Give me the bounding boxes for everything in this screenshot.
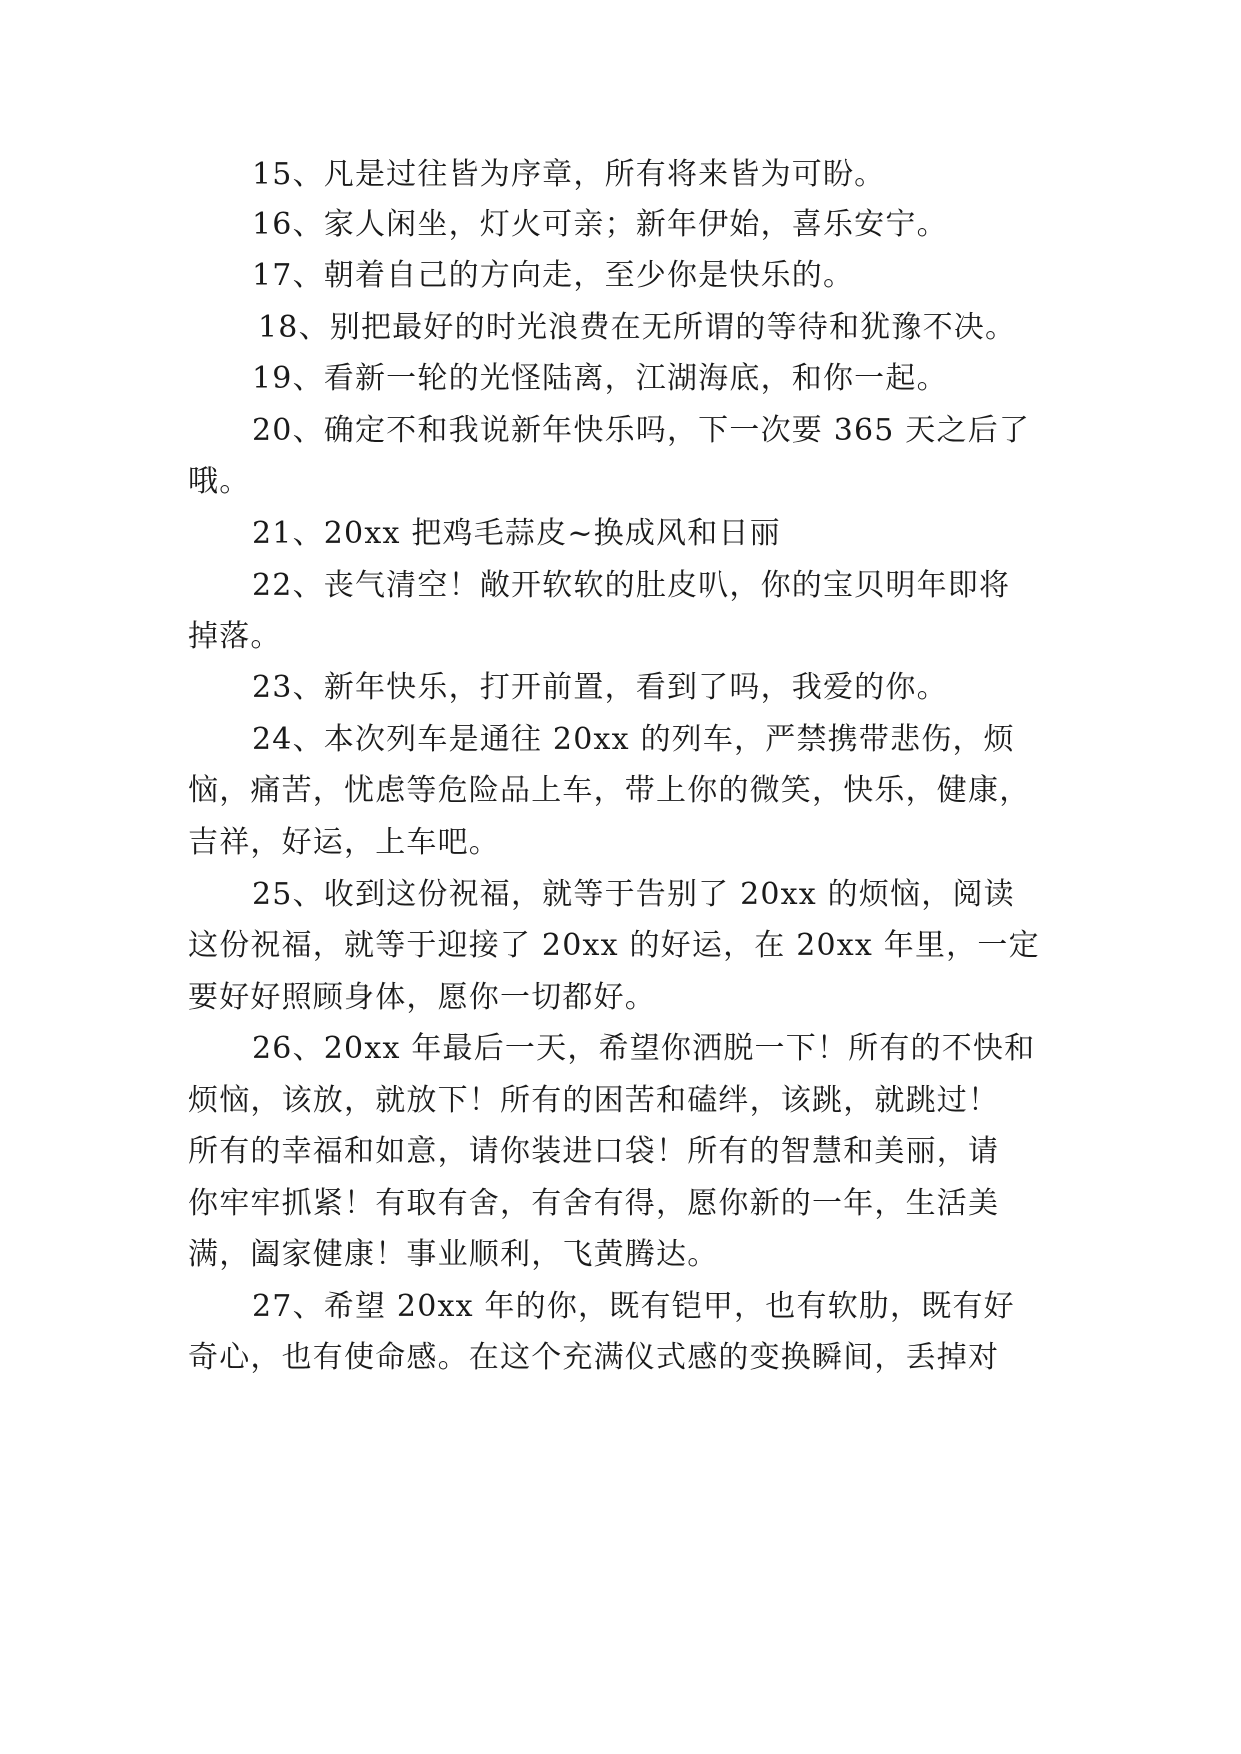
text-line: 要好好照顾身体，愿你一切都好。 (188, 980, 656, 1015)
text-line: 17、朝着自己的方向走，至少你是快乐的。 (252, 258, 855, 293)
text-line: 哦。 (188, 464, 251, 499)
text-line: 27、希望 20xx 年的你，既有铠甲，也有软肋，既有好 (252, 1289, 1015, 1324)
text-line: 26、20xx 年最后一天，希望你洒脱一下！所有的不快和 (252, 1031, 1036, 1066)
text-line: 奇心，也有使命感。在这个充满仪式感的变换瞬间，丢掉对 (188, 1340, 1000, 1375)
text-line: 吉祥，好运，上车吧。 (188, 825, 500, 860)
text-line: 所有的幸福和如意，请你装进口袋！所有的智慧和美丽，请 (188, 1134, 1000, 1169)
text-line: 18、别把最好的时光浪费在无所谓的等待和犹豫不决。 (258, 310, 1017, 345)
text-line: 23、新年快乐，打开前置，看到了吗，我爱的你。 (252, 670, 948, 705)
text-line: 满，阖家健康！事业顺利，飞黄腾达。 (188, 1237, 719, 1272)
text-line: 15、凡是过往皆为序章，所有将来皆为可盼。 (252, 157, 886, 192)
text-line: 20、确定不和我说新年快乐吗，下一次要 365 天之后了 (252, 413, 1031, 448)
text-line: 21、20xx 把鸡毛蒜皮~换成风和日丽 (252, 516, 781, 551)
text-line: 19、看新一轮的光怪陆离，江湖海底，和你一起。 (252, 361, 948, 396)
text-line: 16、家人闲坐，灯火可亲；新年伊始，喜乐安宁。 (252, 207, 948, 242)
text-line: 25、收到这份祝福，就等于告别了 20xx 的烦恼，阅读 (252, 877, 1015, 912)
text-line: 掉落。 (188, 619, 282, 654)
text-line: 你牢牢抓紧！有取有舍，有舍有得，愿你新的一年，生活美 (188, 1186, 1000, 1221)
text-line: 这份祝福，就等于迎接了 20xx 的好运，在 20xx 年里，一定 (188, 928, 1040, 963)
text-line: 恼，痛苦，忧虑等危险品上车，带上你的微笑，快乐，健康， (188, 773, 1031, 808)
text-line: 24、本次列车是通往 20xx 的列车，严禁携带悲伤，烦 (252, 722, 1015, 757)
text-line: 22、丧气清空！敞开软软的肚皮叭，你的宝贝明年即将 (252, 568, 1011, 603)
text-line: 烦恼，该放，就放下！所有的困苦和磕绊，该跳，就跳过！ (188, 1083, 1000, 1118)
